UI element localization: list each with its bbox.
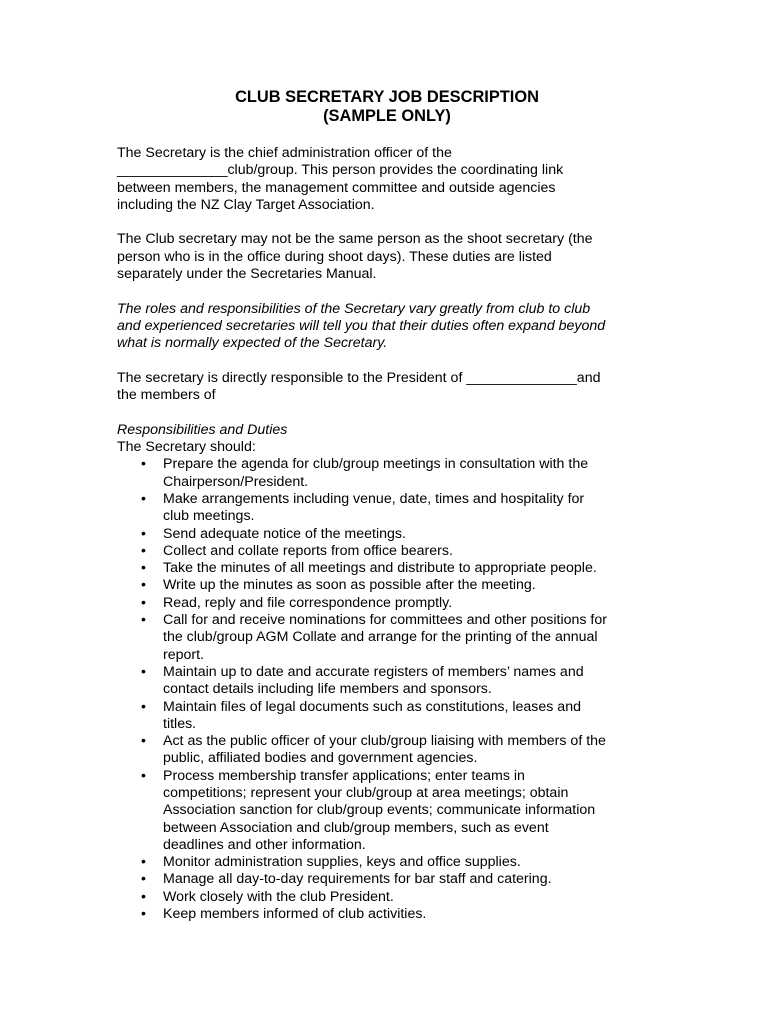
duty-item: • Take the minutes of all meetings and distribute to appropriate people. xyxy=(117,560,657,577)
roles-note-paragraph: The roles and responsibilities of the Secretary vary greatly from club to club and experienced secretaries will tell you that their duties often expand beyond what is normally expected of the Secretary. xyxy=(117,300,606,352)
duty-item: • Send adequate notice of the meetings. xyxy=(117,526,657,543)
duty-item: • Maintain up to date and accurate registers of members’ names and contact details including life members and sponsors. xyxy=(117,664,657,699)
duty-item: • Work closely with the club President. xyxy=(117,889,657,906)
title-line-2: (SAMPLE ONLY) xyxy=(323,107,451,125)
duty-item: • Write up the minutes as soon as possible after the meeting. xyxy=(117,577,657,594)
shoot-secretary-paragraph: The Club secretary may not be the same person as the shoot secretary (the person who is in the office during shoot days). These duties are listed separately under the Secretaries Manual. xyxy=(117,231,593,283)
intro-paragraph: The Secretary is the chief administration officer of the ______________club/group. This person provides the coordinating link between members, the management committee and outside agencies including the NZ Clay Target Association. xyxy=(117,145,564,213)
duty-item: • Make arrangements including venue, date, times and hospitality for club meetings. xyxy=(117,491,657,526)
duties-list xyxy=(117,456,657,923)
duty-item: • Act as the public officer of your club/group liaising with members of the public, affiliated bodies and government agencies. xyxy=(117,733,657,768)
duty-item: • Prepare the agenda for club/group meetings in consultation with the Chairperson/President. xyxy=(117,456,657,491)
duty-item: • Call for and receive nominations for committees and other positions for the club/group AGM Collate and arrange for the printing of the annual report. xyxy=(117,612,657,664)
duty-item: • Read, reply and file correspondence promptly. xyxy=(117,595,657,612)
duty-item: • Maintain files of legal documents such as constitutions, leases and titles. xyxy=(117,699,657,734)
title-line-1: CLUB SECRETARY JOB DESCRIPTION xyxy=(235,88,539,106)
duty-item: • Monitor administration supplies, keys and office supplies. xyxy=(117,854,657,871)
duty-item: • Manage all day-to-day requirements for bar staff and catering. xyxy=(117,871,657,888)
responsibilities-heading: Responsibilities and Duties xyxy=(117,421,288,438)
duty-item: • Process membership transfer applications; enter teams in competitions; represent your club/group at area meetings; obtain Association sanction for club/group events; communicate information between Association and club/group members, such as event deadlines and other information. xyxy=(117,768,657,854)
duty-item: • Keep members informed of club activities. xyxy=(117,906,657,923)
reporting-paragraph: The secretary is directly responsible to the President of ______________and the members of xyxy=(117,369,601,404)
duties-lead-in: The Secretary should: xyxy=(117,439,256,456)
document-title xyxy=(117,88,657,126)
duty-item: • Collect and collate reports from office bearers. xyxy=(117,543,657,560)
document-page xyxy=(117,88,657,923)
